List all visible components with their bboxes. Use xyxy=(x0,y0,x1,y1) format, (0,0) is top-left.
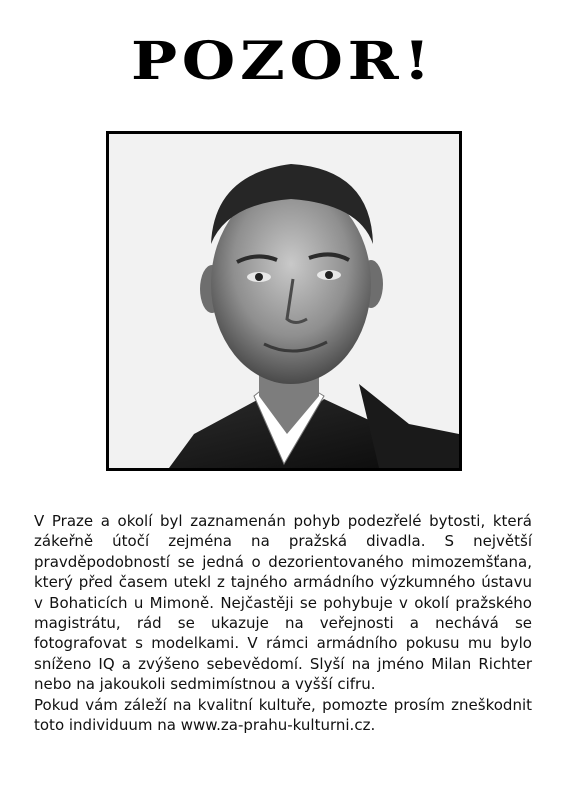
paragraph-2 xyxy=(34,695,532,736)
portrait-illustration xyxy=(109,134,459,468)
headline: POZOR! xyxy=(130,31,436,92)
article-text xyxy=(34,511,532,735)
paragraph-2-text: Pokud vám záleží na kvalitní kultuře, pomozte prosím zneškodnit toto individuum na xyxy=(34,695,532,735)
website-url[interactable]: www.za-prahu-kulturni.cz xyxy=(180,716,371,735)
paragraph-1: V Praze a okolí byl zaznamenán pohyb podezřelé bytosti, která zákeřně útočí zejména na pražská divadla. S největší pravděpodobností se jedná o dezorientovaného mimozemšťana, který před časem utekl z tajného armádního výzkumného ústavu v Bohaticích u Mimoně. Nejčastěji se pohybuje v okolí pražského magistrátu, rád se ukazuje na veřejnosti a nechává se fotografovat s modelkami. V rámci armádního pokusu mu bylo sníženo IQ a zvýšeno sebevědomí. Slyší na jméno Milan Richter nebo na jakoukoli sedmimístnou a vyšší cifru. xyxy=(34,512,532,694)
paragraph-2-end: . xyxy=(370,716,376,735)
portrait-photo xyxy=(106,131,462,471)
